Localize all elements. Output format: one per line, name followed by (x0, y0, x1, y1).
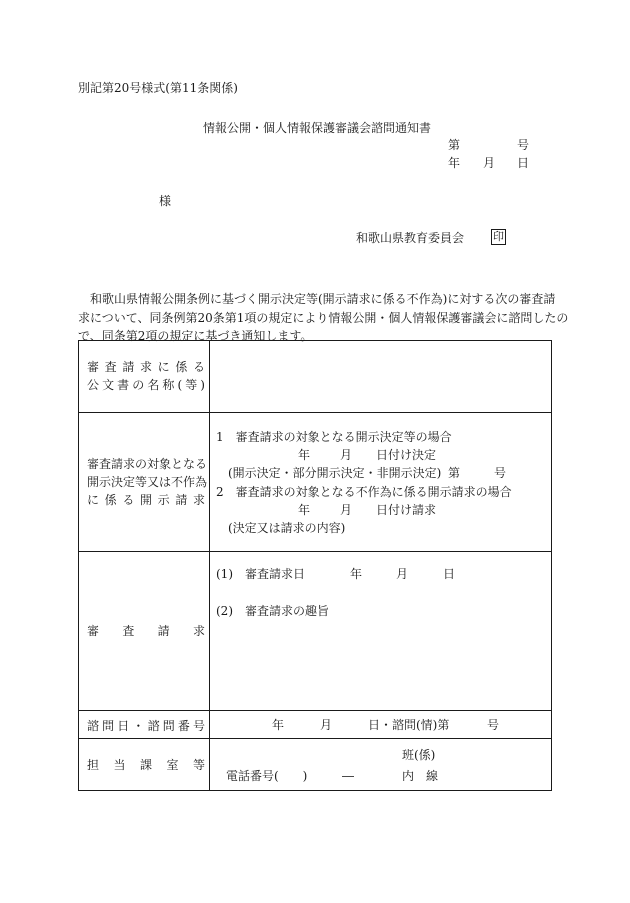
row-value-cell (210, 413, 551, 551)
table-row-disclosure-request (79, 413, 551, 552)
phone-dash: ― (342, 769, 354, 783)
row-label-cell (79, 552, 210, 710)
intro-line-3: で、同条第2項の規定に基づき通知します。 (78, 329, 313, 343)
inquiry-day-number: 日・諮問(情)第 (368, 718, 450, 732)
addressee-honorific: 様 (159, 194, 172, 208)
review-date-month: 月 (396, 567, 409, 581)
form-number: 別記第20号様式(第11条関係) (78, 81, 238, 95)
table-row-review-request (79, 552, 551, 711)
row-label (87, 455, 208, 509)
label-line: に係る開示請求 (87, 493, 205, 507)
table-row-department (79, 739, 551, 790)
row-label (87, 717, 205, 735)
date-month: 月 (483, 156, 496, 170)
date-day: 日 (517, 156, 530, 170)
row-label (87, 358, 205, 394)
item-2-day: 日付け請求 (376, 503, 437, 517)
row-value-cell (210, 711, 551, 738)
item-2-note: (決定又は請求の内容) (228, 521, 346, 535)
label-line: 審査請求に係る (87, 360, 205, 374)
row-value-cell (210, 341, 551, 412)
label-line: 担当課室等 (87, 758, 205, 772)
item-2-month: 月 (340, 503, 353, 517)
intro-line-2: 求について、同条例第20条第1項の規定により情報公開・個人情報保護審議会に諮問したの (78, 310, 569, 325)
label-line: 諮問日・諮問番号 (87, 719, 205, 733)
date-year: 年 (448, 156, 461, 170)
item-1-go: 号 (494, 466, 507, 480)
extension-label: 内 線 (402, 769, 439, 783)
row-label-cell (79, 711, 210, 738)
row-label-cell (79, 413, 210, 551)
review-purpose-label: (2) 審査請求の趣旨 (216, 604, 329, 618)
inquiry-table (78, 340, 552, 791)
phone-number-label: 電話番号( ) (226, 769, 308, 783)
label-line: 公文書の名称(等) (87, 378, 205, 392)
inquiry-go: 号 (487, 718, 500, 732)
item-1-day: 日付け決定 (376, 448, 437, 462)
item-1-dai: 第 (448, 466, 461, 480)
row-label-cell (79, 341, 210, 412)
label-line: 審査請求 (87, 624, 205, 638)
review-date-label: (1) 審査請求日 (216, 567, 305, 581)
table-row-inquiry-number (79, 711, 551, 739)
row-label-cell (79, 739, 210, 790)
table-row-document-name (79, 341, 551, 413)
label-line: 審査請求の対象となる (87, 457, 208, 471)
row-value-cell (210, 552, 551, 710)
seal-mark: 印 (493, 230, 504, 243)
review-date-year: 年 (350, 567, 363, 581)
item-1-types: (開示決定・部分開示決定・非開示決定) (228, 466, 442, 480)
row-value-cell (210, 739, 551, 790)
row-label (87, 622, 205, 640)
review-date-day: 日 (443, 567, 456, 581)
item-1-month: 月 (340, 448, 353, 462)
inquiry-year: 年 (272, 718, 285, 732)
item-1-year: 年 (298, 448, 311, 462)
number-dai: 第 (448, 138, 461, 152)
row-label (87, 756, 205, 774)
intro-line-1: 和歌山県情報公開条例に基づく開示決定等(開示請求に係る不作為)に対する次の審査請 (90, 292, 556, 306)
item-1-text: 1 審査請求の対象となる開示決定等の場合 (216, 430, 452, 444)
item-2-year: 年 (298, 503, 311, 517)
inquiry-month: 月 (320, 718, 333, 732)
label-line: 開示決定等又は不作為 (87, 475, 208, 489)
section-han: 班(係) (402, 748, 436, 762)
intro-paragraph (78, 290, 569, 346)
number-go: 号 (517, 138, 530, 152)
document-title: 情報公開・個人情報保護審議会諮問通知書 (203, 121, 432, 135)
item-2-text: 2 審査請求の対象となる不作為に係る開示請求の場合 (216, 485, 512, 499)
issuer-name: 和歌山県教育委員会 (356, 231, 465, 245)
